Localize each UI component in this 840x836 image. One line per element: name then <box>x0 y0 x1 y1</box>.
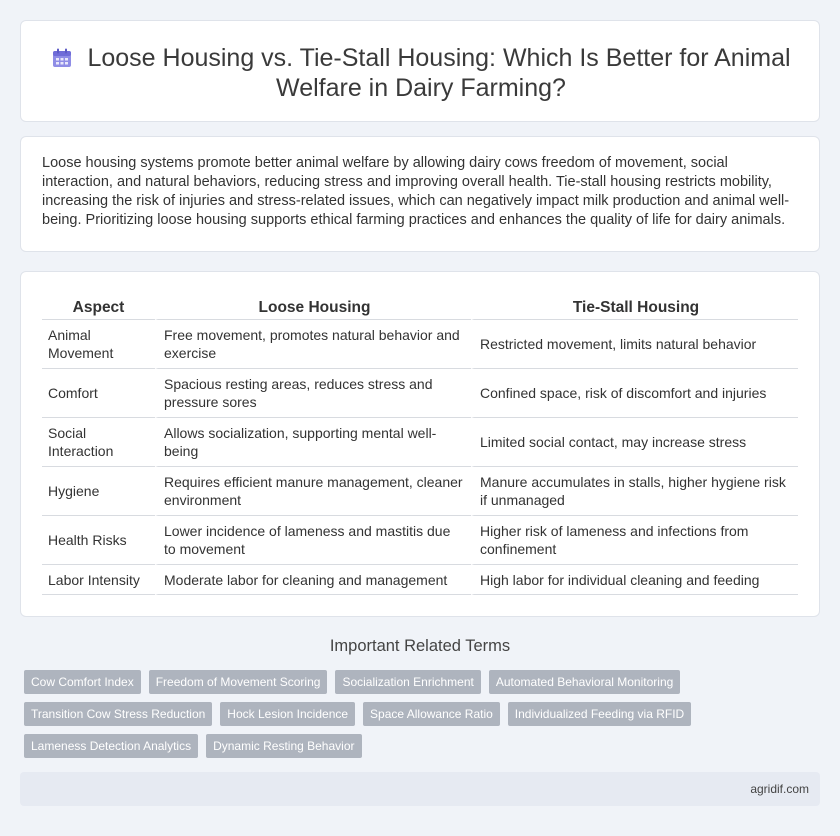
header-loose-housing: Loose Housing <box>155 296 471 320</box>
related-term-tag[interactable]: Dynamic Resting Behavior <box>206 734 361 758</box>
table-row <box>42 565 798 595</box>
cell-aspect: Labor Intensity <box>42 565 155 595</box>
intro-paragraph: Loose housing systems promote better animal welfare by allowing dairy cows freedom of movement, social interaction, and natural behaviors, reducing stress and improving overall health. Tie-stall housing restricts mobility, increasing the risk of injuries and stress-related issues, which can negatively impact milk production and animal well-being. Prioritizing loose housing supports ethical farming practices and enhances the quality of life for dairy animals. <box>42 155 790 228</box>
cell-aspect: Animal Movement <box>42 320 155 369</box>
cell-loose-housing: Requires efficient manure management, cleaner environment <box>155 467 471 516</box>
tag-row <box>24 670 804 702</box>
table-row <box>42 320 798 369</box>
related-term-tag[interactable]: Space Allowance Ratio <box>363 702 500 726</box>
header-tie-stall-housing: Tie-Stall Housing <box>471 296 798 320</box>
related-term-tag[interactable]: Individualized Feeding via RFID <box>508 702 691 726</box>
table-row <box>42 516 798 565</box>
intro-card <box>20 136 820 252</box>
cell-aspect: Comfort <box>42 369 155 418</box>
related-term-tag[interactable]: Lameness Detection Analytics <box>24 734 198 758</box>
cell-aspect: Health Risks <box>42 516 155 565</box>
page-title-text: Loose Housing vs. Tie-Stall Housing: Which Is Better for Animal Welfare in Dairy Farming? <box>87 44 791 102</box>
cell-loose-housing: Moderate labor for cleaning and management <box>155 565 471 595</box>
cell-tie-stall-housing: High labor for individual cleaning and feeding <box>471 565 798 595</box>
cell-loose-housing: Free movement, promotes natural behavior and exercise <box>155 320 471 369</box>
table-header-row <box>42 296 798 320</box>
page-title <box>21 43 821 103</box>
related-term-tag[interactable]: Socialization Enrichment <box>335 670 480 694</box>
comparison-table <box>42 296 798 595</box>
cell-tie-stall-housing: Limited social contact, may increase stress <box>471 418 798 467</box>
cell-aspect: Social Interaction <box>42 418 155 467</box>
table-row <box>42 418 798 467</box>
cell-loose-housing: Spacious resting areas, reduces stress and pressure sores <box>155 369 471 418</box>
tag-row <box>24 702 804 734</box>
cell-aspect: Hygiene <box>42 467 155 516</box>
cell-tie-stall-housing: Restricted movement, limits natural behavior <box>471 320 798 369</box>
cell-tie-stall-housing: Confined space, risk of discomfort and injuries <box>471 369 798 418</box>
related-term-tag[interactable]: Cow Comfort Index <box>24 670 141 694</box>
comparison-card <box>20 271 820 617</box>
table-row <box>42 467 798 516</box>
title-card <box>20 20 820 122</box>
cell-tie-stall-housing: Higher risk of lameness and infections from confinement <box>471 516 798 565</box>
cell-loose-housing: Allows socialization, supporting mental well-being <box>155 418 471 467</box>
page-title-row <box>21 43 821 103</box>
related-term-tag[interactable]: Automated Behavioral Monitoring <box>489 670 680 694</box>
related-terms-tags <box>24 670 804 766</box>
related-term-tag[interactable]: Freedom of Movement Scoring <box>149 670 328 694</box>
table-row <box>42 369 798 418</box>
cell-loose-housing: Lower incidence of lameness and mastitis due to movement <box>155 516 471 565</box>
table-body <box>42 320 798 595</box>
related-terms-title: Important Related Terms <box>329 637 511 655</box>
calendar-icon <box>51 47 73 69</box>
footer <box>20 772 820 806</box>
related-term-tag[interactable]: Hock Lesion Incidence <box>220 702 355 726</box>
cell-tie-stall-housing: Manure accumulates in stalls, higher hygiene risk if unmanaged <box>471 467 798 516</box>
tag-row <box>24 734 804 766</box>
footer-site-link[interactable]: agridif.com <box>750 782 809 796</box>
header-aspect: Aspect <box>42 296 155 320</box>
related-term-tag[interactable]: Transition Cow Stress Reduction <box>24 702 212 726</box>
